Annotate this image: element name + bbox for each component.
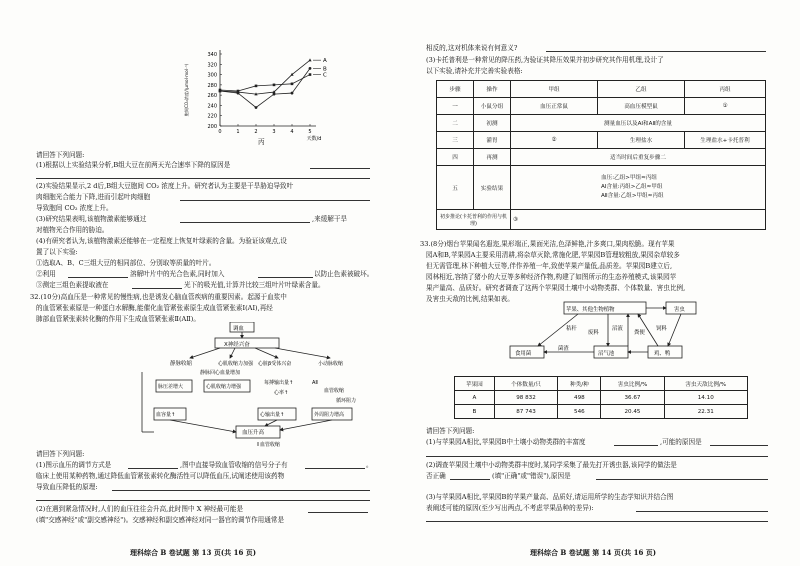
x-tick-label: 2 bbox=[254, 129, 258, 135]
x-tick-label: 5 bbox=[308, 129, 312, 135]
d-wzzl: 外周阻力增高 bbox=[314, 412, 345, 418]
f-top: 苹果、其他生物植物 bbox=[566, 307, 615, 313]
point-C bbox=[291, 83, 294, 86]
chart-caption: 丙 bbox=[258, 138, 265, 146]
f-yl: 饲料 bbox=[656, 326, 667, 332]
q31-l8: 置了以下实验: bbox=[36, 248, 78, 256]
q31-intro: 请回答下列问题: bbox=[36, 151, 85, 159]
legend-label-B: B bbox=[323, 66, 327, 73]
y-tick-label: 240 bbox=[207, 103, 217, 110]
q31-l7: (4)有研究者认为,该植物激素还能够在一定程度上恢复叶绿素的含量。为验证该观点,设 bbox=[36, 237, 287, 245]
d-xsl: 心输出量↑ bbox=[260, 412, 285, 418]
q32-p3: 导致血压降低的原理: bbox=[36, 483, 98, 491]
x-axis-label: 天数/d bbox=[306, 136, 322, 142]
table-row: 初步推论(卡托普利的作用与机理) ③ bbox=[437, 210, 766, 230]
point-C bbox=[255, 85, 258, 88]
f-sb: 鸡、鸭 bbox=[654, 351, 671, 357]
d-xxg: 小动脉收缩 bbox=[318, 361, 344, 367]
d-xys: 血压升高 bbox=[242, 430, 265, 436]
d-jmsz: 静脉收缩 bbox=[170, 361, 193, 367]
d-jmhx: 静脉回心血量增加 bbox=[200, 370, 241, 376]
d-top: 调血 bbox=[233, 326, 245, 332]
orchard-table bbox=[454, 376, 748, 419]
d-lpxx: 每搏输出量↑ bbox=[264, 380, 294, 386]
y-tick-label: 340 bbox=[207, 52, 217, 58]
d-xgsz: 血管收缩 bbox=[324, 388, 345, 394]
q31-l11b: 光下的吸光值,计算并比较三组叶片叶绿素含量。 bbox=[184, 281, 325, 289]
q32-b: 的血管紧张素原是一种蛋白水解酶,能催化血管紧张素原生成血管紧张素Ⅰ(AⅠ),再经 bbox=[36, 304, 273, 312]
series-line-C bbox=[220, 75, 310, 91]
q33-f: 及害虫天敌的比例,结果如表。 bbox=[426, 295, 514, 303]
q32-c: 肺部血管紧张素转化酶的作用下生成血管紧张素Ⅱ(AⅡ)。 bbox=[36, 315, 200, 323]
q32-p2: 临床上使用某种药物,通过降低血管紧张素转化酶活性可以降低血压,试阐述使用该药物 bbox=[36, 472, 285, 480]
q31-l9: ①选取A、B、C三组大豆的相同部位、分别取等质量的叶片。 bbox=[36, 259, 216, 267]
q31-l10c: 以防止色素被破坏。 bbox=[314, 270, 374, 278]
series-line-B bbox=[220, 68, 310, 107]
q33-c: 但无需管理,林下种植大豆等,伴作养殖一年,致使苹果产量低,品质差。苹果园B建立后, bbox=[426, 262, 673, 270]
y-tick-label: 300 bbox=[207, 72, 217, 79]
x-tick-label: 4 bbox=[290, 129, 294, 135]
point-B bbox=[309, 67, 312, 70]
s1: 请回答下列问题: bbox=[426, 427, 475, 435]
d-xgss: 血管收缩 bbox=[260, 442, 281, 448]
f-zq: 沼气池 bbox=[598, 351, 615, 357]
eco-flow-diagram bbox=[508, 300, 718, 370]
q31-l10b: 溶解叶片中的光合色素,同时加入 bbox=[130, 270, 225, 278]
table-row: 二 初测 测量血压以及AⅠ和AⅡ的含量 bbox=[437, 115, 766, 132]
table-row: 一 小鼠分组 血压正常鼠 高血压模型鼠 ① bbox=[437, 98, 766, 115]
point-B bbox=[291, 92, 294, 95]
y-tick-label: 320 bbox=[207, 62, 217, 69]
d-mlaw: 脉压差增大 bbox=[158, 384, 184, 390]
f-lf: 粪便 bbox=[634, 330, 645, 336]
right-page bbox=[400, 0, 800, 566]
q33-d: 园林相近,容纳了猪小的大豆等多种经济作物,构建了如图所示的生态养殖模式,该果园苹 bbox=[426, 273, 677, 281]
table-row: A 98 832 498 36.67 14.10 bbox=[455, 391, 748, 405]
x-tick-label: 1 bbox=[236, 129, 240, 135]
d-xsrd: 心脏β受体兴奋 bbox=[258, 361, 292, 367]
point-C bbox=[309, 73, 312, 76]
bp-regulation-diagram bbox=[140, 322, 380, 448]
q32-intro: 请回答下列问题: bbox=[36, 450, 85, 458]
f-cs: 菌渣 bbox=[558, 346, 569, 352]
q31-l4: 导致胞间 CO₂ 浓度上升。 bbox=[36, 204, 113, 212]
series-line-A bbox=[220, 60, 310, 94]
f-sz: 食用菌 bbox=[515, 351, 532, 357]
d-xjll: 心肌收缩力加强 bbox=[218, 361, 254, 367]
q31-l1: (1)根据以上实验结果分析,B组大豆在前两天光合速率下降的原因是 bbox=[36, 161, 231, 169]
table-row: 五 实验结果 血压:乙组>甲组≈丙组 AⅠ含量:丙组>乙组≈甲组 AⅡ含量:乙组>甲组≈丙组 bbox=[437, 166, 766, 210]
y-tick-label: 260 bbox=[207, 93, 217, 100]
q31-l2: (2)实验结果显示,2 d后,B组大豆胞间 CO₂ 浓度上升。研究者认为主要是干旱胁迫导致叶 bbox=[36, 182, 294, 190]
co2-line-chart bbox=[180, 48, 340, 148]
s5: (3)与苹果园A相比,苹果园B的苹果产量高、品质好,请运用所学的生态学知识并结合图 bbox=[426, 493, 674, 501]
q33-b: 园A和B,苹果园A主要采用清耕,将杂草灭除,常施化肥,苹果园B管理较粗放,果园杂草较多 bbox=[426, 251, 680, 259]
point-B bbox=[273, 93, 276, 96]
x-tick-label: 3 bbox=[272, 129, 276, 135]
q31-l5b: ,来缓解干旱 bbox=[312, 215, 348, 223]
y-tick-label: 200 bbox=[207, 124, 217, 130]
q31-l11: ③测定三组色素提取液在 bbox=[36, 281, 109, 289]
point-A bbox=[308, 58, 311, 61]
s4b: (填"正确"或"错误"),原因是 bbox=[492, 472, 571, 480]
q33-e: 果产量高、品质好。研究者调查了这两个苹果园土壤中小动物类群、个体数量、害虫比例, bbox=[426, 284, 686, 292]
d-ah: AⅡ bbox=[312, 380, 318, 386]
d-hxxl: 心肌收缩力增强 bbox=[206, 384, 242, 390]
q33-a: 33.(8分)烟台苹果闻名遐迩,果形端正,果面光洁,色泽鲜艳,汁多爽口,果肉松脆。现有苹果 bbox=[420, 240, 675, 248]
q32-p5: (填"交感神经"或"副交感神经")。交感神经和副交感神经对同一器官的调节作用通常是 bbox=[36, 516, 285, 524]
legend-label-A: A bbox=[323, 58, 327, 65]
q31-l6: 对植物光合作用的胁迫。 bbox=[36, 226, 109, 234]
table-row: 四 再测 适当时间后重复步骤二 bbox=[437, 149, 766, 166]
q31-l10: ②利用 bbox=[36, 270, 56, 278]
q32-p1b: ,图中直接导致血管收缩的信号分子有 bbox=[180, 461, 288, 469]
d-rlzj: 循环阻力 bbox=[336, 398, 357, 404]
d-xs: 心率↑ bbox=[274, 390, 289, 396]
table-row: B 87 743 546 20.45 22.31 bbox=[455, 405, 748, 419]
s2b: ,可能的原因是 bbox=[660, 438, 702, 446]
d-xrl: 血容量↑ bbox=[156, 412, 176, 418]
experiment-table bbox=[436, 80, 766, 230]
y-tick-label: 280 bbox=[207, 82, 217, 89]
left-footer: 理科综合 B 卷试题 第 13 页(共 16 页) bbox=[130, 548, 257, 557]
x-tick-label: 0 bbox=[218, 129, 222, 135]
s4: 否正确 bbox=[426, 472, 446, 480]
table-header: 苹果园 个体数量/只 种类/种 害虫比例/% 害虫天敌比例/% bbox=[455, 377, 748, 391]
r-l2: (3)卡托普利是一种常见的降压药,为验证其降压效果并初步研究其作用机理,设计了 bbox=[426, 56, 664, 64]
s3: (2)调查苹果园土壤中小动物类群丰度时,某同学采集了最先打开诱虫器,该同学的做法是 bbox=[426, 461, 677, 469]
f-zt: 沼液 bbox=[612, 326, 623, 332]
s6: 表阐述可能的原因(至少写出两点,不考虑苹果品种的差异): bbox=[426, 504, 594, 512]
q32-p4: (2)在遇到紧急情况时,人们的血压往往会升高,此时图中 X 神经最可能是 bbox=[36, 505, 244, 513]
y-tick-label: 220 bbox=[207, 113, 217, 120]
y-axis-label: 胞间CO₂浓度/(μmol·mol⁻¹) bbox=[184, 63, 189, 117]
q31-l5: (3)研究结果表明,该植物激素能够通过 bbox=[36, 215, 147, 223]
f-fl: 废料 bbox=[588, 330, 599, 336]
r-l3: 以下实验,请补充并完善实验表格: bbox=[426, 67, 523, 75]
s2: (1)与苹果园A相比,苹果园B中土壤小动物类群的丰富度 bbox=[426, 438, 586, 446]
point-C bbox=[219, 89, 222, 92]
right-footer: 理科综合 B 卷试题 第 14 页(共 16 页) bbox=[530, 548, 657, 557]
q32-a: 32.(10分)高血压是一种常见的慢性病,也是诱发心脑血管疾病的重要因素。起源于血浆中 bbox=[30, 293, 287, 301]
q32-p1c: 。 bbox=[366, 461, 373, 469]
legend-label-C: C bbox=[323, 72, 327, 79]
q32-p1: (1)图示血压的调节方式是 bbox=[36, 461, 112, 469]
r-l1: 相反的,这对机体来说有何意义? bbox=[426, 44, 518, 52]
point-C bbox=[237, 90, 240, 93]
d-x: X神经兴奋 bbox=[224, 342, 250, 348]
table-row: 三 灌胃 ② 生理盐水 生理盐水+卡托普利 bbox=[437, 132, 766, 149]
point-C bbox=[273, 84, 276, 87]
table-header: 步骤 操作 甲组 乙组 丙组 bbox=[437, 81, 766, 98]
f-hc: 害虫 bbox=[674, 307, 685, 313]
f-jg: 秸秆 bbox=[566, 326, 577, 332]
q31-l3: 肉细胞光合能力下降,进而引起叶肉细胞 bbox=[36, 193, 151, 201]
point-B bbox=[255, 106, 258, 109]
